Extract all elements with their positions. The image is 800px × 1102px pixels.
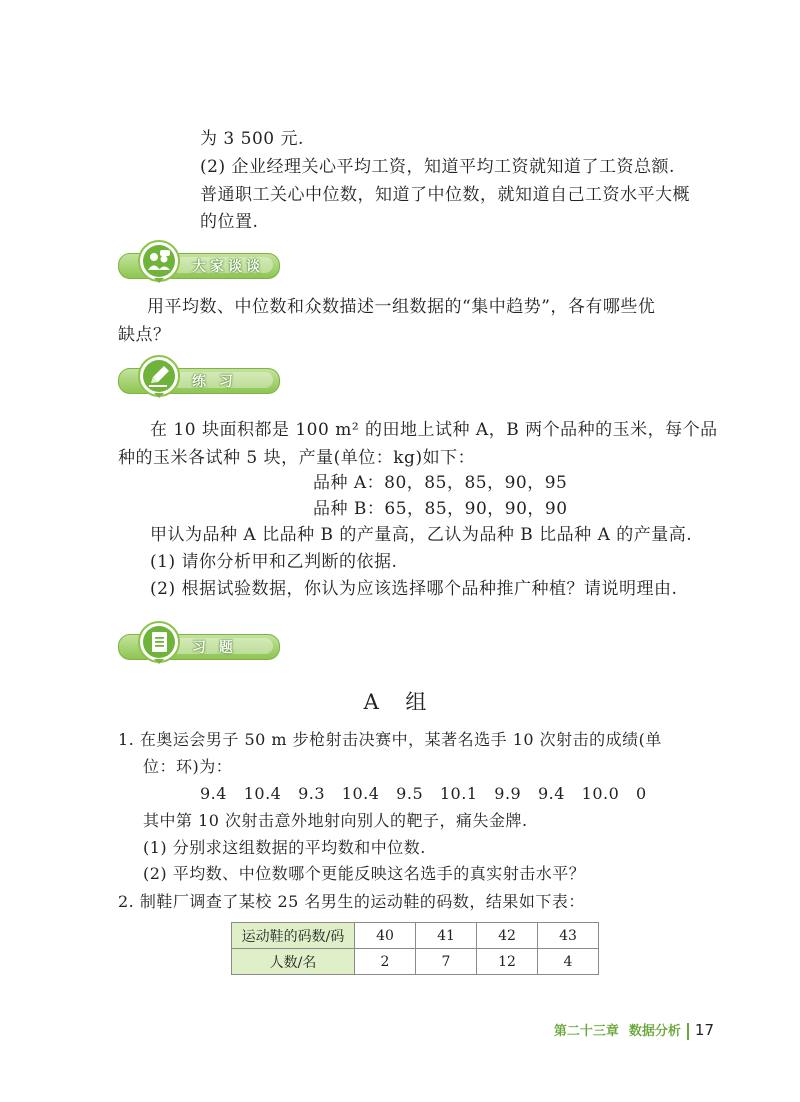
group-heading: A 组	[363, 690, 437, 714]
practice-variety-b: 品种 B：65，85，90，90，90	[313, 499, 568, 519]
q1-scores: 9.4 10.4 9.3 10.4 9.5 10.1 9.9 9.4 10.0 0	[200, 784, 647, 803]
q1-part-2: (2) 平均数、中位数哪个更能反映这名选手的真实射击水平？	[143, 864, 586, 883]
discussion-line-2: 缺点？	[118, 325, 171, 345]
table-row	[232, 949, 599, 975]
exercises-banner	[118, 621, 280, 663]
practice-variety-a: 品种 A：80，85，85，90，95	[313, 473, 568, 493]
exercises-banner-title: 习 题	[192, 640, 237, 656]
q1-line-1: 1. 在奥运会男子 50 m 步枪射击决赛中，某著名选手 10 次射击的成绩(单	[118, 730, 662, 749]
discussion-banner	[118, 240, 280, 282]
pencil-icon	[146, 363, 172, 389]
practice-question-1: (1) 请你分析甲和乙判断的依据.	[150, 552, 398, 572]
intro-line-3: 普通职工关心中位数，知道了中位数，就知道自己工资水平大概	[200, 185, 690, 205]
table-header-cell: 运动鞋的码数/码	[232, 923, 355, 949]
practice-question-2: (2) 根据试验数据，你认为应该选择哪个品种推广种植？请说明理由.	[150, 579, 678, 599]
intro-line-4: 的位置.	[200, 212, 259, 232]
intro-line-1: 为 3 500 元.	[200, 129, 304, 149]
q1-line-3: 其中第 10 次射击意外地射向别人的靶子，痛失金牌.	[143, 811, 528, 830]
people-talking-icon	[146, 248, 172, 274]
page-number: 17	[694, 1021, 714, 1039]
page-footer	[554, 1020, 714, 1040]
practice-banner	[118, 355, 280, 397]
table-header-cell: 人数/名	[232, 949, 355, 975]
table-cell: 41	[416, 923, 477, 949]
shoe-size-table	[231, 922, 599, 975]
table-cell: 12	[477, 949, 538, 975]
footer-chapter: 第二十三章	[553, 1024, 619, 1039]
table-cell: 7	[416, 949, 477, 975]
q1-part-1: (1) 分别求这组数据的平均数和中位数.	[143, 838, 426, 857]
discussion-banner-title: 大家谈谈	[192, 259, 264, 275]
q1-line-2: 位：环)为：	[143, 757, 233, 776]
q2-line-1: 2. 制鞋厂调查了某校 25 名男生的运动鞋的码数，结果如下表：	[118, 892, 585, 911]
notebook-icon	[146, 629, 172, 655]
table-row	[232, 923, 599, 949]
practice-banner-title: 练 习	[192, 374, 237, 390]
table-cell: 43	[538, 923, 599, 949]
table-cell: 2	[355, 949, 416, 975]
practice-line-1: 在 10 块面积都是 100 m² 的田地上试种 A，B 两个品种的玉米，每个品	[150, 420, 718, 440]
practice-line-2: 种的玉米各试种 5 块，产量(单位：kg)如下：	[118, 448, 476, 468]
footer-divider	[687, 1023, 689, 1040]
table-cell: 40	[355, 923, 416, 949]
discussion-line-1: 用平均数、中位数和众数描述一组数据的“集中趋势”，各有哪些优	[147, 297, 656, 317]
intro-line-2: (2) 企业经理关心平均工资，知道平均工资就知道了工资总额.	[200, 157, 675, 177]
table-cell: 42	[477, 923, 538, 949]
footer-title: 数据分析	[628, 1024, 681, 1039]
table-cell: 4	[538, 949, 599, 975]
practice-line-5: 甲认为品种 A 比品种 B 的产量高，乙认为品种 B 比品种 A 的产量高.	[150, 525, 693, 545]
